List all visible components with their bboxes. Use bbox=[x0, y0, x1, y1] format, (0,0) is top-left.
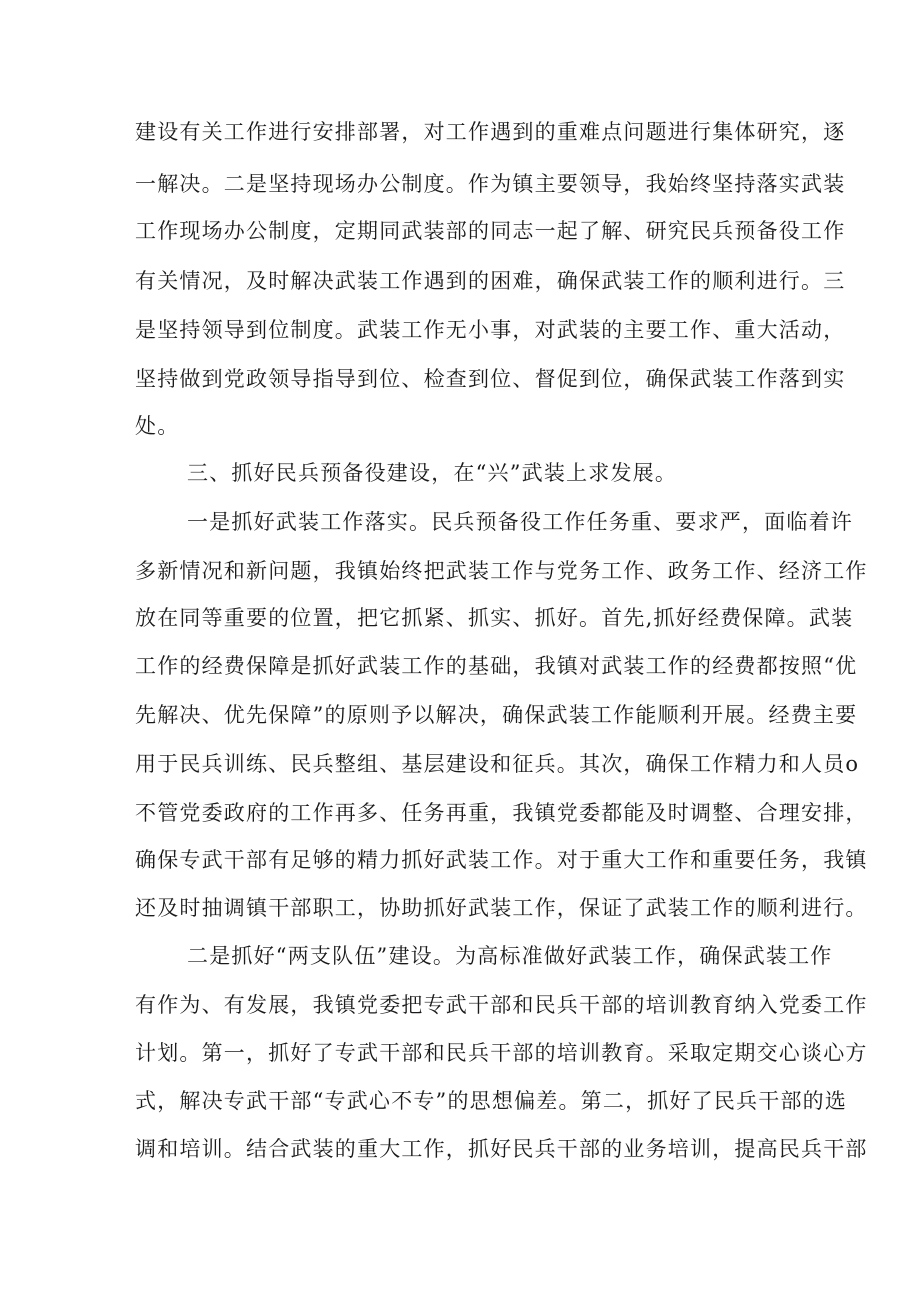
body-text-line: 有关情况，及时解决武装工作遇到的困难，确保武装工作的顺利进行。三 bbox=[135, 269, 846, 293]
body-text-line: 工作现场办公制度，定期同武装部的同志一起了解、研究民兵预备役工作 bbox=[135, 219, 846, 243]
body-text-line: 不管党委政府的工作再多、任务再重，我镇党委都能及时调整、合理安排， bbox=[135, 801, 868, 825]
body-text-line: 放在同等重要的位置，把它抓紧、抓实、抓好。首先,抓好经费保障。武装 bbox=[135, 606, 854, 630]
paragraph-start-line: 二是抓好“两支队伍”建设。为高标准做好武装工作，确保武装工作 bbox=[187, 944, 833, 968]
body-text-line: 有作为、有发展，我镇党委把专武干部和民兵干部的培训教育纳入党委工作 bbox=[135, 993, 868, 1017]
body-text-line: 式，解决专武干部“专武心不专”的思想偏差。第二，抓好了民兵干部的选 bbox=[135, 1089, 848, 1113]
body-text-line: 建设有关工作进行安排部署，对工作遇到的重难点问题进行集体研究，逐 bbox=[135, 120, 846, 144]
body-text-line: 计划。第一，抓好了专武干部和民兵干部的培训教育。采取定期交心谈心方 bbox=[135, 1041, 868, 1065]
body-text-line: 调和培训。结合武装的重大工作，抓好民兵干部的业务培训，提高民兵干部 bbox=[135, 1137, 868, 1161]
section-heading: 三、抓好民兵预备役建设，在“兴”武装上求发展。 bbox=[187, 461, 678, 485]
body-text-line: 多新情况和新问题，我镇始终把武装工作与党务工作、政务工作、经济工作 bbox=[135, 559, 868, 583]
body-text-line: 工作的经费保障是抓好武装工作的基础，我镇对武装工作的经费都按照“优 bbox=[135, 654, 858, 678]
body-text-line: 坚持做到党政领导指导到位、检查到位、督促到位，确保武装工作落到实 bbox=[135, 367, 846, 391]
paragraph-start-line: 一是抓好武装工作落实。民兵预备役工作任务重、要求严，面临着许 bbox=[187, 510, 853, 534]
body-text-line: 是坚持领导到位制度。武装工作无小事，对武装的主要工作、重大活动， bbox=[135, 318, 846, 342]
body-text-line: 一解决。二是坚持现场办公制度。作为镇主要领导，我始终坚持落实武装 bbox=[135, 172, 846, 196]
body-text-line: 确保专武干部有足够的精力抓好武装工作。对于重大工作和重要任务，我镇 bbox=[135, 848, 868, 872]
body-text-line: 还及时抽调镇干部职工，协助抓好武装工作，保证了武装工作的顺利进行。 bbox=[135, 896, 868, 920]
body-text-line: 处。 bbox=[135, 414, 180, 438]
body-text-line: 用于民兵训练、民兵整组、基层建设和征兵。其次，确保工作精力和人员o bbox=[135, 752, 860, 776]
body-text-line: 先解决、优先保障”的原则予以解决，确保武装工作能顺利开展。经费主要 bbox=[135, 703, 858, 727]
